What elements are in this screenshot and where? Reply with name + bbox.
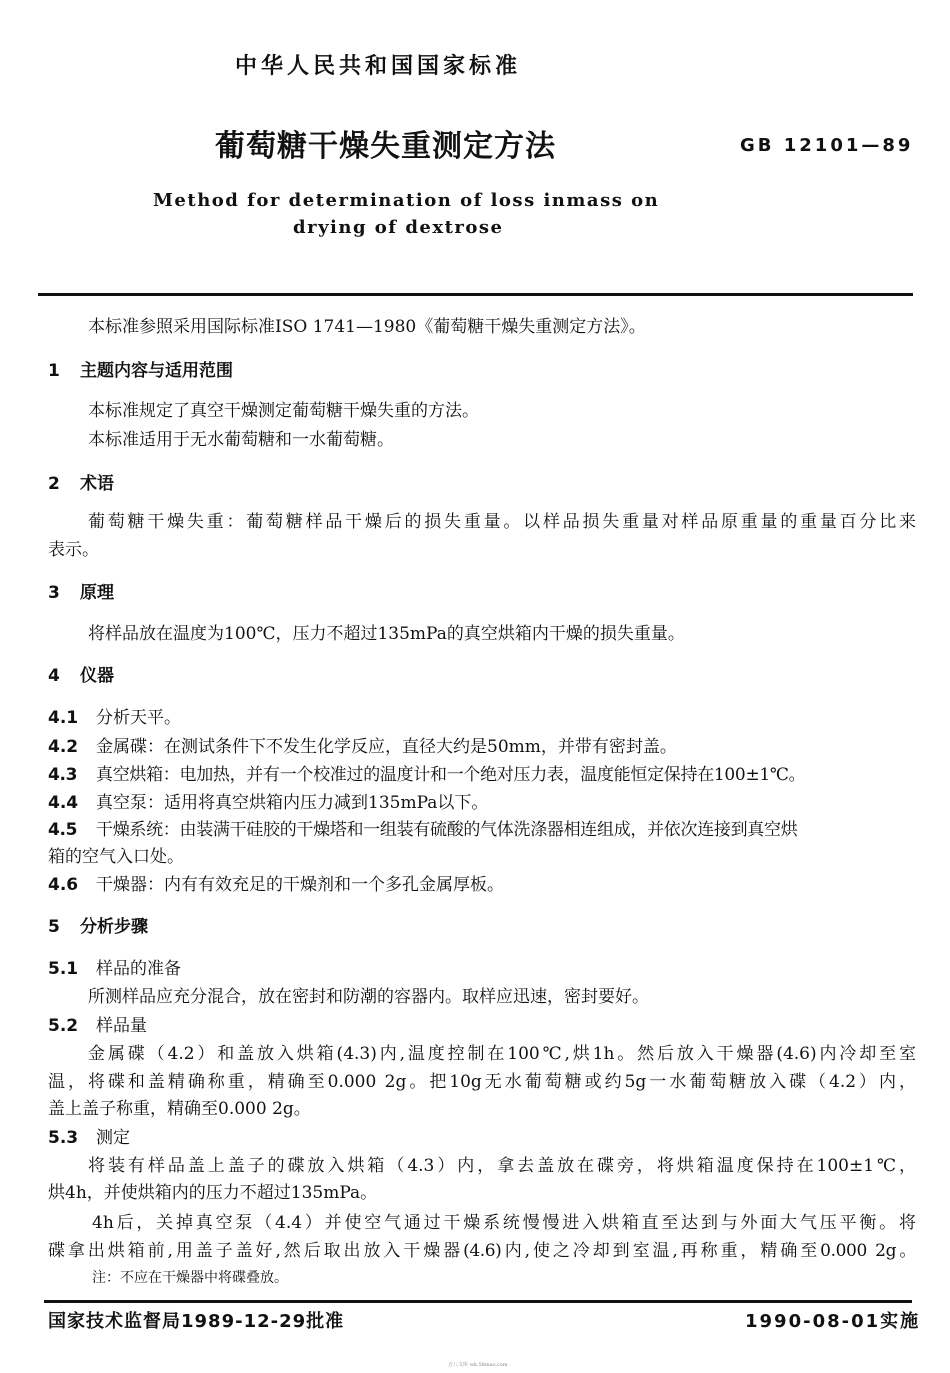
watermark: 五八文库 wk.58mao.com bbox=[448, 1362, 508, 1368]
section-title: 原理 bbox=[80, 583, 114, 603]
paragraph-line: 碟拿出烘箱前,用盖子盖好,然后取出放入干燥器(4.6)内,使之冷却到室温,再称重，精确至0.000 2g。 bbox=[48, 1241, 916, 1261]
intro-text: 本标准参照采用国际标准ISO 1741—1980《葡萄糖干燥失重测定方法》。 bbox=[88, 317, 646, 337]
subsection-title: 样品量 bbox=[96, 1016, 147, 1036]
section-title: 仪器 bbox=[80, 666, 114, 686]
effective-date: 1990-08-01实施 bbox=[745, 1311, 921, 1332]
section-2-heading bbox=[48, 473, 114, 495]
section-number: 4 bbox=[48, 666, 60, 686]
paragraph-line: 本标准规定了真空干燥测定葡萄糖干燥失重的方法。 bbox=[88, 401, 479, 421]
paragraph-line: 表示。 bbox=[48, 540, 99, 560]
paragraph-line: 温，将碟和盖精确称重，精确至0.000 2g。把10g无水葡萄糖或约5g一水葡萄糖放入碟（4.2）内， bbox=[48, 1072, 916, 1092]
item-text: 金属碟：在测试条件下不发生化学反应，直径大约是50mm，并带有密封盖。 bbox=[96, 737, 677, 757]
footer-divider bbox=[44, 1300, 912, 1303]
item-number: 4.4 bbox=[48, 793, 79, 813]
section-5-heading bbox=[48, 916, 148, 938]
page-title: 葡萄糖干燥失重测定方法 bbox=[215, 129, 556, 164]
item-text: 干燥系统：由装满干硅胶的干燥塔和一组装有硫酸的气体洗涤器相连组成，并依次连接到真空烘 bbox=[96, 820, 798, 840]
approval-date: 国家技术监督局1989-12-29批准 bbox=[48, 1311, 345, 1332]
subsection-number: 5.1 bbox=[48, 959, 79, 979]
item-text: 分析天平。 bbox=[96, 708, 181, 728]
item-4-2 bbox=[48, 736, 677, 758]
paragraph-line: 本标准适用于无水葡萄糖和一水葡萄糖。 bbox=[88, 430, 394, 450]
subsection-5-3-heading bbox=[48, 1127, 130, 1149]
section-3-heading bbox=[48, 582, 114, 604]
section-number: 5 bbox=[48, 917, 60, 937]
section-title: 主题内容与适用范围 bbox=[80, 361, 233, 381]
item-4-4 bbox=[48, 792, 488, 814]
paragraph-line: 葡萄糖干燥失重：葡萄糖样品干燥后的损失重量。以样品损失重量对样品原重量的重量百分比来 bbox=[88, 512, 916, 532]
item-number: 4.1 bbox=[48, 708, 79, 728]
standard-code: GB 12101—89 bbox=[740, 135, 914, 156]
note: 注：不应在干燥器中将碟叠放。 bbox=[92, 1270, 288, 1286]
item-4-6 bbox=[48, 874, 504, 896]
item-4-5-continued: 箱的空气入口处。 bbox=[48, 847, 184, 867]
subsection-5-2-heading bbox=[48, 1015, 147, 1037]
english-title-line-1: Method for determination of loss inmass on bbox=[153, 190, 660, 211]
item-4-3 bbox=[48, 764, 805, 786]
subsection-number: 5.3 bbox=[48, 1128, 79, 1148]
section-title: 分析步骤 bbox=[80, 917, 148, 937]
paragraph-line: 盖上盖子称重，精确至0.000 2g。 bbox=[48, 1099, 311, 1119]
section-4-heading bbox=[48, 665, 114, 687]
item-number: 4.3 bbox=[48, 765, 78, 785]
subsection-number: 5.2 bbox=[48, 1016, 79, 1036]
section-number: 2 bbox=[48, 474, 60, 494]
subsection-5-1-heading bbox=[48, 958, 181, 980]
item-text: 干燥器：内有有效充足的干燥剂和一个多孔金属厚板。 bbox=[96, 875, 504, 895]
section-title: 术语 bbox=[80, 474, 114, 494]
section-number: 3 bbox=[48, 583, 60, 603]
paragraph-line: 烘4h，并使烘箱内的压力不超过135mPa。 bbox=[48, 1183, 378, 1203]
section-1-heading bbox=[48, 360, 233, 382]
paragraph-line: 金属碟（4.2）和盖放入烘箱(4.3)内,温度控制在100℃,烘1h。然后放入干燥器(4.6)内冷却至室 bbox=[88, 1044, 917, 1064]
paragraph-line: 所测样品应充分混合，放在密封和防潮的容器内。取样应迅速，密封要好。 bbox=[88, 987, 649, 1007]
english-title-line-2: drying of dextrose bbox=[293, 217, 504, 238]
paragraph-line: 将装有样品盖上盖子的碟放入烘箱（4.3）内，拿去盖放在碟旁，将烘箱温度保持在100±1℃， bbox=[88, 1156, 916, 1176]
paragraph-line: 将样品放在温度为100℃，压力不超过135mPa的真空烘箱内干燥的损失重量。 bbox=[88, 624, 685, 644]
item-4-5 bbox=[48, 819, 797, 841]
paragraph-line: 4h后，关掉真空泵（4.4）并使空气通过干燥系统慢慢进入烘箱直至达到与外面大气压平衡。将 bbox=[92, 1213, 916, 1233]
item-number: 4.6 bbox=[48, 875, 79, 895]
item-text: 真空烘箱：电加热，并有一个校准过的温度计和一个绝对压力表，温度能恒定保持在100±1℃。 bbox=[96, 765, 806, 785]
subsection-title: 样品的准备 bbox=[96, 959, 181, 979]
item-number: 4.2 bbox=[48, 737, 79, 757]
item-number: 4.5 bbox=[48, 820, 78, 840]
subsection-title: 测定 bbox=[96, 1128, 130, 1148]
item-text: 真空泵：适用将真空烘箱内压力减到135mPa以下。 bbox=[96, 793, 489, 813]
section-number: 1 bbox=[48, 361, 60, 381]
header-divider bbox=[38, 293, 913, 296]
national-standard-heading: 中华人民共和国国家标准 bbox=[235, 54, 522, 79]
item-4-1 bbox=[48, 707, 181, 729]
